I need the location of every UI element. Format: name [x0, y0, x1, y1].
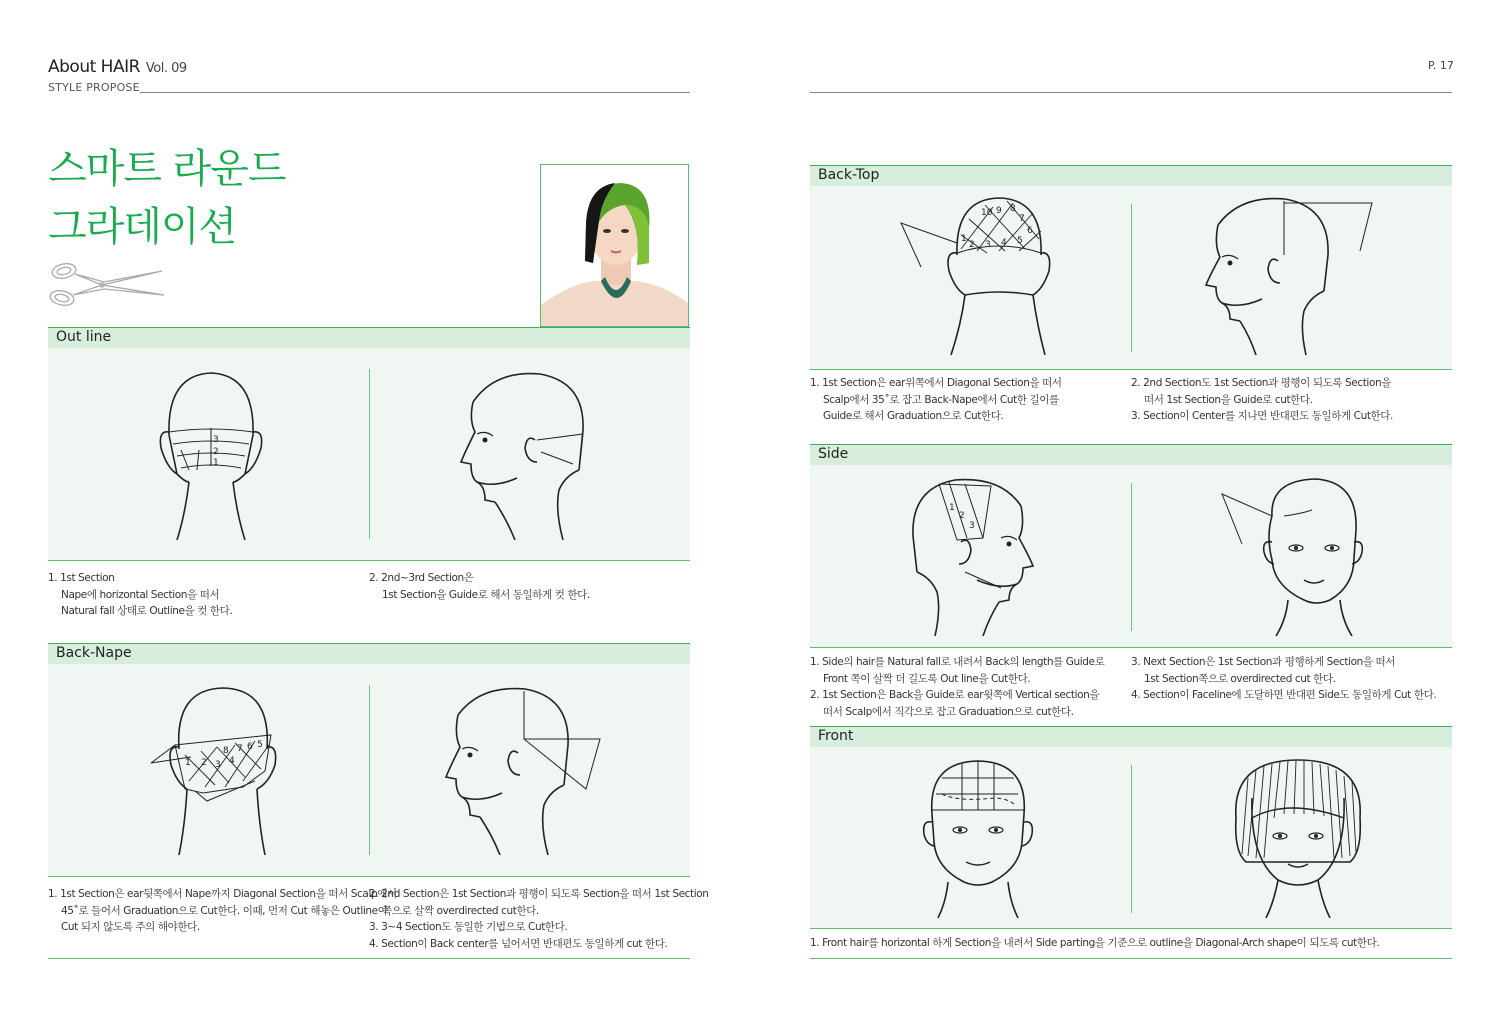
panel-divider	[369, 685, 370, 855]
svg-text:5: 5	[257, 740, 263, 750]
diagram-outline-side	[455, 370, 590, 540]
svg-text:7: 7	[237, 744, 243, 754]
title-line-2: 그라데이션	[48, 204, 237, 250]
page-title	[48, 140, 286, 256]
section-label-side: Side	[818, 446, 849, 462]
panel-divider	[1131, 765, 1132, 913]
section-bar-side	[810, 444, 1452, 465]
section-label-back-nape: Back-Nape	[56, 645, 132, 661]
panel-divider	[369, 369, 370, 539]
caption-front-1: 1. Front hair를 horizontal 하게 Section을 내려서 Side parting을 기준으로 outline을 Diagonal-Arch shape이 되도록 cut한다.	[810, 937, 1380, 949]
svg-text:1: 1	[185, 758, 191, 768]
caption-back-top-2: 2. 2nd Section도 1st Section과 평행이 되도록 Section을 떠서 1st Section을 Guide로 cut한다. 3. Section이 Center를 지나면 반대편도 동일하게 Cut한다.	[1131, 377, 1393, 422]
diagram-front-finished	[1228, 758, 1368, 918]
svg-text:8: 8	[223, 746, 229, 756]
caption-outline-2: 2. 2nd~3rd Section은 1st Section을 Guide로 해서 동일하게 컷 한다.	[369, 572, 590, 601]
svg-text:9: 9	[996, 206, 1002, 216]
volume-label: Vol. 09	[145, 61, 187, 76]
svg-text:2: 2	[959, 511, 965, 521]
header-rule-left	[140, 92, 690, 93]
scissors-icon	[48, 258, 166, 310]
diagram-label: 3	[213, 435, 219, 445]
svg-text:6: 6	[1027, 226, 1033, 236]
svg-text:10: 10	[981, 208, 993, 218]
svg-text:4: 4	[229, 756, 235, 766]
diagram-front-sections	[918, 758, 1038, 918]
svg-text:4: 4	[1001, 238, 1007, 248]
section-label-front: Front	[818, 728, 854, 744]
section-label-back-top: Back-Top	[818, 167, 880, 183]
title-line-1: 스마트 라운드	[48, 146, 286, 192]
diagram-outline-back	[155, 370, 270, 540]
svg-text:1: 1	[961, 234, 967, 244]
svg-text:1: 1	[949, 503, 955, 513]
diagram-back-top-side	[1200, 195, 1380, 355]
diagram-label: 1	[213, 458, 219, 468]
diagram-back-nape-side	[440, 685, 610, 855]
header-rule-right	[810, 92, 1452, 93]
svg-text:5: 5	[1017, 236, 1023, 246]
section-label-outline: Out line	[56, 329, 112, 345]
svg-text:6: 6	[247, 742, 253, 752]
section-subtitle: STYLE PROPOSE	[48, 81, 140, 94]
diagram-side-front	[1212, 476, 1372, 636]
caption-side-1: 1. Side의 hair를 Natural fall로 내려서 Back의 length를 Guide로 Front 쪽이 살짝 더 길도록 Out line을 Cut한다. 2. 1st Section은 Back을 Guide로 ear윗쪽에 Vertical section을 떠서 Scalp에서 직각으로 잡고 Graduation으로 cut한다.	[810, 656, 1105, 718]
svg-text:7: 7	[1019, 214, 1025, 224]
caption-outline-1: 1. 1st Section Nape에 horizontal Section을 떠서 Natural fall 상태로 Outline을 컷 한다.	[48, 572, 233, 617]
bottom-rule-left	[48, 958, 690, 959]
magazine-title	[48, 57, 187, 77]
diagram-side-profile	[905, 476, 1040, 636]
section-bar-outline	[48, 327, 690, 348]
panel-divider	[1131, 204, 1132, 352]
diagram-back-top-back	[895, 195, 1055, 355]
section-bar-back-top	[810, 165, 1452, 186]
svg-text:3: 3	[969, 521, 975, 531]
caption-back-nape-1: 1. 1st Section은 ear뒷쪽에서 Nape까지 Diagonal Section을 떠서 Scalp에서 45˚로 들어서 Graduation으로 Cut한다. 이때, 먼저 Cut 해놓은 Outline이 Cut 되지 않도록 주의 해야한다.	[48, 888, 397, 933]
svg-text:2: 2	[201, 758, 207, 768]
caption-back-top-1: 1. 1st Section은 ear위쪽에서 Diagonal Section을 떠서 Scalp에서 35˚로 잡고 Back-Nape에서 Cut한 길이를 Guide로 해서 Graduation으로 Cut한다.	[810, 377, 1062, 422]
diagram-back-nape-back	[145, 685, 280, 855]
diagram-label: 2	[213, 447, 219, 457]
panel-divider	[1131, 483, 1132, 631]
section-bar-front	[810, 726, 1452, 747]
caption-back-nape-2: 2. 2nd Section은 1st Section과 평행이 되도록 Section을 떠서 1st Section 쪽으로 살짝 overdirected cut한다. 3. 3~4 Section도 동일한 기법으로 Cut한다. 4. Section이 Back center를 넘어서면 반대편도 동일하게 cut 한다.	[369, 888, 709, 950]
page-number: P. 17	[1428, 59, 1454, 72]
svg-text:8: 8	[1010, 204, 1016, 214]
caption-side-2: 3. Next Section은 1st Section과 평행하게 Section을 떠서 1st Section쪽으로 overdirected cut 한다. 4. Section이 Faceline에 도달하면 반대편 Side도 동일하게 Cut 한다.	[1131, 656, 1437, 701]
svg-text:2: 2	[969, 240, 975, 250]
model-photo	[540, 164, 689, 327]
svg-text:3: 3	[985, 240, 991, 250]
magazine-name: About HAIR	[48, 57, 140, 77]
section-bar-back-nape	[48, 643, 690, 664]
svg-text:3: 3	[215, 760, 221, 770]
bottom-rule-right	[810, 958, 1452, 959]
